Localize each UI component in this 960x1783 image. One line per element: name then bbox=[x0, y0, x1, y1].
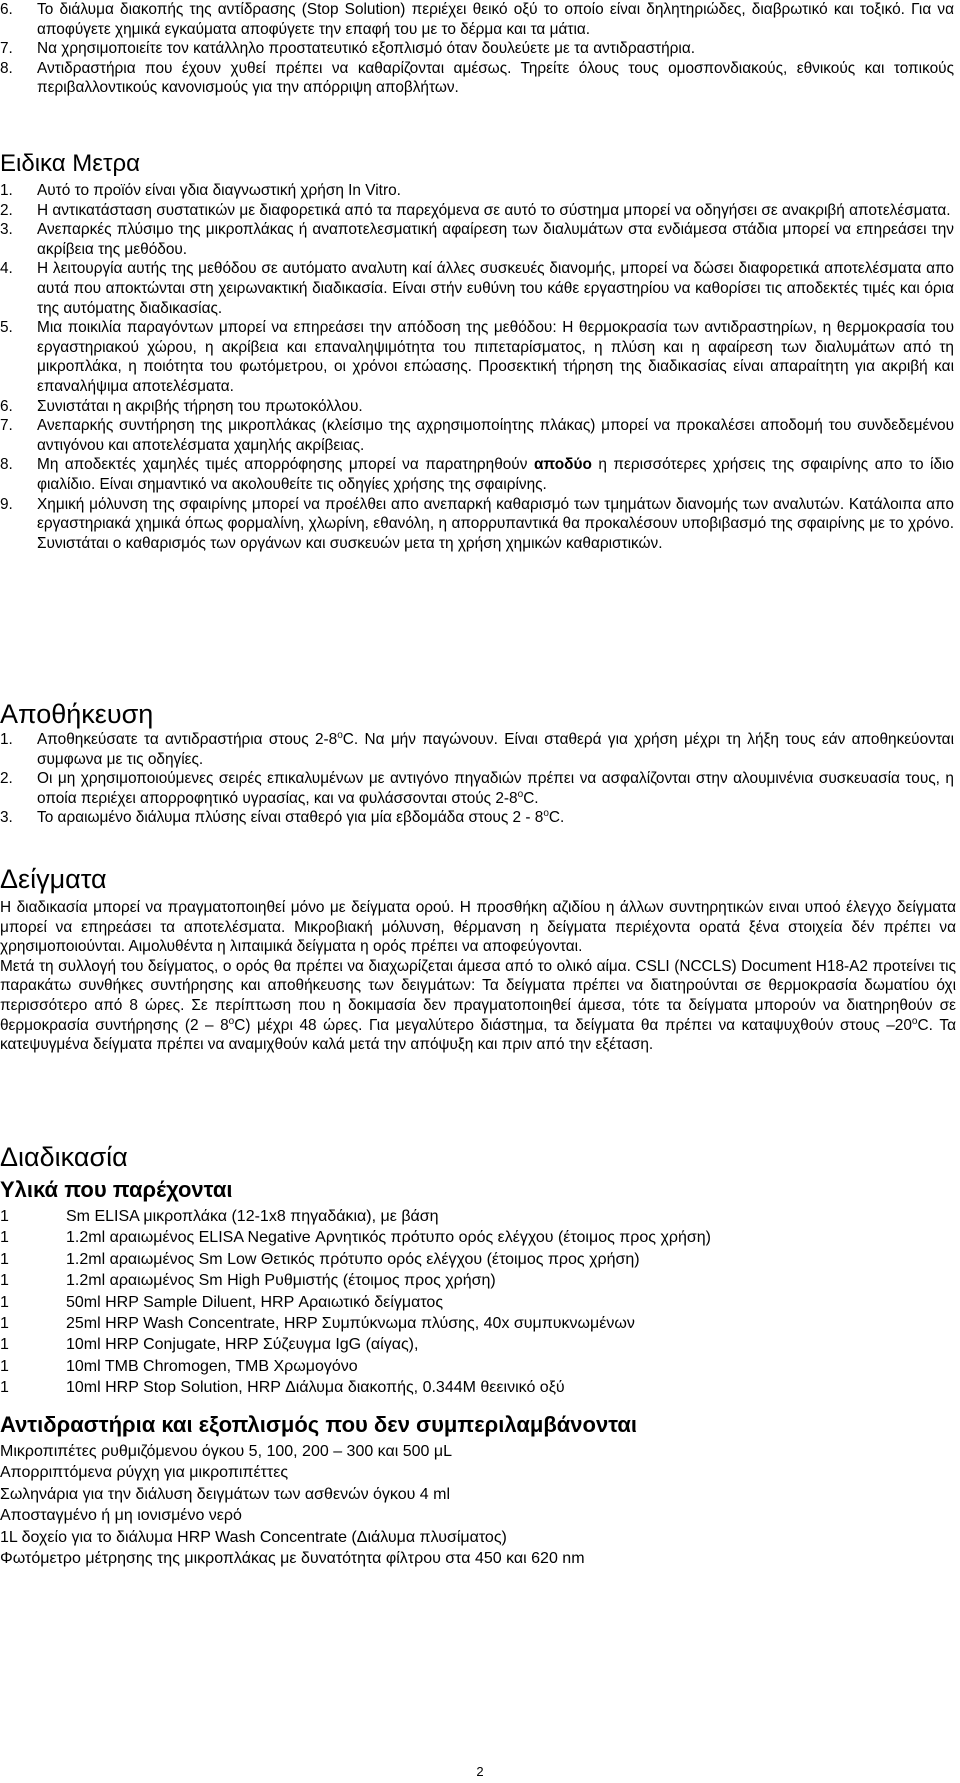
item-number: 5. bbox=[0, 319, 13, 337]
materials-provided-list bbox=[0, 1206, 711, 1399]
item-number: 1. bbox=[0, 731, 13, 748]
list-item bbox=[0, 769, 960, 808]
list-item: 1 25ml HRP Wash Concentrate, HRP Συμπύκνωμα πλύσης, 40x συμπυκνωμένων bbox=[0, 1315, 635, 1333]
list-item: 1L δοχείο για το διάλυμα HRP Wash Concentrate (Διάλυμα πλυσίματος) bbox=[0, 1528, 507, 1546]
item-text: Αντιδραστήρια που έχουν χυθεί πρέπει να καθαρίζονται αμέσως. Τηρείτε όλους τους ομοσπονδιακούς, εθνικούς και τοπικούς περιβαλλοντικούς κανονισμούς για την απόρριψη αποβλήτων. bbox=[37, 59, 954, 97]
item-number: 7. bbox=[0, 417, 13, 435]
list-item: Μικροπιπέτες ρυθμιζόμενου όγκου 5, 100, 200 – 300 και 500 μL bbox=[0, 1443, 452, 1460]
precautions-list bbox=[0, 0, 960, 98]
item-text: Η λειτουργία αυτής της μεθόδου σε αυτόματο αναλυτη καί άλλες συσκευές διανομής, μπορεί να δώσει διαφορετικά αποτελέσματα απο αυτά που αποκτώνται στη χειρωνακτική διαδικασία. Είναι στήν ευθύνη του κάθε εργαστηρίου να καθορίσει τις αποδεκτές τιμές και όρια της αυτόματης διαδικασίας. bbox=[37, 260, 954, 317]
samples-paragraph-2: Μετά τη συλλογή του δείγματος, ο ορός θα πρέπει να διαχωρίζεται άμεσα από το ολικό αίμα. CSLI (NCCLS) Document H18-A2 προτείνει τις παρακάτω συνθήκες συντήρησης και αποθήκευσης των δειγμάτων: Τα δείγματα πρέπει να διατηρούνται σε θερμοκρασία δωματίου όχι περισσότερο από 8 ώρες. Σε περίπτωση που η δοκιμασία δεν πραγματοποιηθεί άμεσα, τότε τα δείγματα μπορούν να διατηρηθούν σε θερμοκρασία συντήρησης (2 – 8$^o$C) μέχρι 48 ώρες. Για μεγαλύτερο διάστημα, τα δείγματα θα πρέπει να καταψυχθούν στους –20$^o$C. Τα κατεψυγμένα δείγματα πρέπει να αναμιχθούν καλά μετά την απόψυξη και πριν από την εξέταση. bbox=[0, 957, 956, 1054]
list-item bbox=[0, 397, 960, 417]
item-text: Ανεπαρκής συντήρηση της μικροπλάκας (κλείσιμο της αχρησιμοποίητης πλάκας) μπορεί να προκαλέσει αποδομή του συνδεδεμένου αντιγόνου και αποτελέσματα χαμηλής ακρίβειας. bbox=[37, 417, 954, 454]
list-item: 1 10ml TMB Chromogen, TMB Χρωμογόνο bbox=[0, 1357, 358, 1375]
storage-heading: Αποθήκευση bbox=[0, 699, 154, 729]
special-measures-list bbox=[0, 181, 960, 553]
item-number: 3. bbox=[0, 809, 13, 827]
item-text: Αυτό το προϊόν είναι γδια διαγνωστική χρήση In Vitro. bbox=[37, 182, 401, 199]
item-text: Χημική μόλυνση της σφαιρίνης μπορεί να προέλθει απο ανεπαρκή καθαρισμό των τμημάτων διανομής των αναλυτών. Κατάλοιπα απο εργαστηριακά χημικά όπως φορμαλίνη, χλωρίνη, εθανόλη, η απορρυπαντικά θα προκαλέσουν υποβιβασμό της σφαιρίνης με το χρόνο. Συνιστάται ο καθαρισμός των οργάνων και συσκευών μετα τη χρήση χημικών καθαριστικών. bbox=[37, 495, 954, 552]
item-text: Οι μη χρησιμοποιούμενες σειρές επικαλυμένων με αντιγόνο πηγαδιών πρέπει να ασφαλίζονται στην αλουμινένια συσκευασία τους, η οποία περιέχει απορροφητικό υγρασίας, και να φυλάσσονται στούς 2-8$^o$C. bbox=[37, 770, 954, 807]
item-text: Ανεπαρκές πλύσιμο της μικροπλάκας ή αναποτελεσματική αφαίρεση των διαλυμάτων στα ενδιάμεσα στάδια μπορεί να επηρεάσει την ακρίβεια της μεθόδου. bbox=[37, 221, 954, 258]
list-item: Σωληνάρια για την διάλυση δειγμάτων των ασθενών όγκου 4 ml bbox=[0, 1485, 451, 1503]
list-item: 1 1.2ml αραιωμένος Sm High Ρυθμιστής (έτοιμος προς χρήση) bbox=[0, 1272, 496, 1290]
item-text: Η αντικατάσταση συστατικών με διαφορετικά από τα παρεχόμενα σε αυτό το σύστημα μπορεί να οδηγήσει σε ανακριβή αποτελέσματα. bbox=[37, 201, 951, 219]
not-included-list bbox=[0, 1441, 585, 1569]
list-item bbox=[0, 59, 960, 98]
item-number: 9. bbox=[0, 495, 13, 513]
item-text: Το αραιωμένο διάλυμα πλύσης είναι σταθερό για μία εβδομάδα στους 2 - 8$^o$C. bbox=[37, 808, 565, 827]
procedure-heading: Διαδικασία bbox=[0, 1142, 128, 1172]
list-item: Αποσταγμένο ή μη ιονισμένο νερό bbox=[0, 1507, 242, 1525]
list-item bbox=[0, 220, 960, 259]
not-included-heading: Αντιδραστήρια και εξοπλισμός που δεν συμπεριλαμβάνονται bbox=[0, 1412, 638, 1437]
item-number: 6. bbox=[0, 1, 13, 18]
list-item: 1 50ml HRP Sample Diluent, HRP Αραιωτικό δείγματος bbox=[0, 1293, 444, 1311]
list-item bbox=[0, 808, 960, 828]
item-number: 2. bbox=[0, 770, 13, 788]
item-number: 8. bbox=[0, 456, 13, 474]
materials-provided-heading: Υλικά που παρέχονται bbox=[0, 1177, 233, 1202]
list-item: 1 10ml HRP Stop Solution, HRP Διάλυμα διακοπής, 0.344M θεεινικό οξύ bbox=[0, 1379, 565, 1397]
item-text: Μη αποδεκτές χαμηλές τιμές απορρόφησης μπορεί να παρατηρηθούν αποδύο η περισσότερες χρήσεις της σφαιρίνης απο το ίδιο φιαλίδιο. Είναι σημαντικό να ακολουθείτε τις οδηγίες χρήσης της σφαιρίνης. bbox=[37, 456, 954, 493]
item-number: 6. bbox=[0, 397, 13, 415]
list-item bbox=[0, 416, 960, 455]
list-item: Απορριπτόμενα ρύγχη για μικροπιπέττες bbox=[0, 1464, 289, 1482]
special-measures-heading: Ειδικα Μετρα bbox=[0, 150, 140, 177]
list-item: 1 10ml HRP Conjugate, HRP Σύζευγμα IgG (αίγας), bbox=[0, 1336, 419, 1354]
samples-heading: Δείγματα bbox=[0, 864, 107, 894]
list-item bbox=[0, 259, 960, 318]
list-item bbox=[0, 181, 960, 201]
samples-paragraph-1: Η διαδικασία μπορεί να πραγματοποιηθεί μόνο με δείγματα ορού. Η προσθήκη αζιδίου η άλλων συντηρητικών ειναι υποό έλεγχο δείγματα μπορεί να επηρεάσει τα αποτελέσματα. Μικροβιακή μόλυνση, θέρμανση η δείγματα περιέχοντα ορατά ξένα στοιχεία δέν πρέπει να χρησιμοποιούνται. Αιμολυθέντα η λιπαιμικά δείγματα η ορός πρέπει να αποφεύγονται. bbox=[0, 899, 956, 956]
item-text: Να χρησιμοποιείτε τον κατάλληλο προστατευτικό εξοπλισμό όταν δουλεύετε με τα αντιδραστήρια. bbox=[37, 40, 696, 58]
page-number: 2 bbox=[476, 1764, 484, 1779]
item-text: Το διάλυμα διακοπής της αντίδρασης (Stop Solution) περιέχει θεικό οξύ το οποίο είναι δηλητηριώδες, διαβρωτικό και τοξικό. Για να αποφύγετε χημικά εγκαύματα αποφύγετε την επαφή του με το δέρμα και τα μάτια. bbox=[37, 1, 954, 38]
item-number: 1. bbox=[0, 182, 13, 199]
list-item: 1 1.2ml αραιωμένος ELISA Negative Αρνητικός πρότυπο ορός ελέγχου (έτοιμος προς χρήση) bbox=[0, 1229, 711, 1247]
list-item: 1 Sm ELISA μικροπλάκα (12-1x8 πηγαδάκια), με βάση bbox=[0, 1208, 439, 1225]
item-text: Συνιστάται η ακριβής τήρηση του πρωτοκόλλου. bbox=[37, 397, 363, 415]
samples-text bbox=[0, 898, 956, 1055]
list-item bbox=[0, 0, 960, 39]
list-item bbox=[0, 730, 960, 769]
list-item: 1 1.2ml αραιωμένος Sm Low Θετικός πρότυπο ορός ελέγχου (έτοιμος προς χρήση) bbox=[0, 1250, 640, 1268]
storage-list bbox=[0, 730, 960, 828]
list-item bbox=[0, 201, 960, 221]
item-number: 3. bbox=[0, 221, 13, 239]
list-item bbox=[0, 39, 960, 59]
item-number: 4. bbox=[0, 260, 13, 278]
list-item bbox=[0, 318, 960, 396]
item-number: 2. bbox=[0, 201, 13, 219]
item-text: Μια ποικιλία παραγόντων μπορεί να επηρεάσει την απόδοση της μεθόδου: Η θερμοκρασία των αντιδραστηρίων, η θερμοκρασία του εργαστηριακού χώρου, η ακρίβεια και επαναληψιμότητα του πιπεταρίσματος, η πλύση και η αφαίρεση των διαλυμάτων από τη μικροπλάκα, η ποιότητα του φωτόμετρου, οι χρόνοι επώασης. Προσεκτική τήρηση της διαδικασίας είναι απαραίτητη για ακριβή και επαναλήψιμα αποτελέσματα. bbox=[37, 319, 954, 395]
list-item bbox=[0, 495, 960, 554]
item-text: Αποθηκεύσατε τα αντιδραστήρια στους 2-8$^o$C. Να μήν παγώνουν. Είναι σταθερά για χρήση μέχρι τη λήξη τους εάν αποθηκεύονται συμφωνα με τις οδηγίες. bbox=[37, 729, 954, 768]
item-number: 8. bbox=[0, 59, 13, 77]
list-item: Φωτόμετρο μέτρησης της μικροπλάκας με δυνατότητα φίλτρου στα 450 και 620 nm bbox=[0, 1550, 585, 1568]
list-item bbox=[0, 455, 960, 494]
item-number: 7. bbox=[0, 40, 13, 58]
